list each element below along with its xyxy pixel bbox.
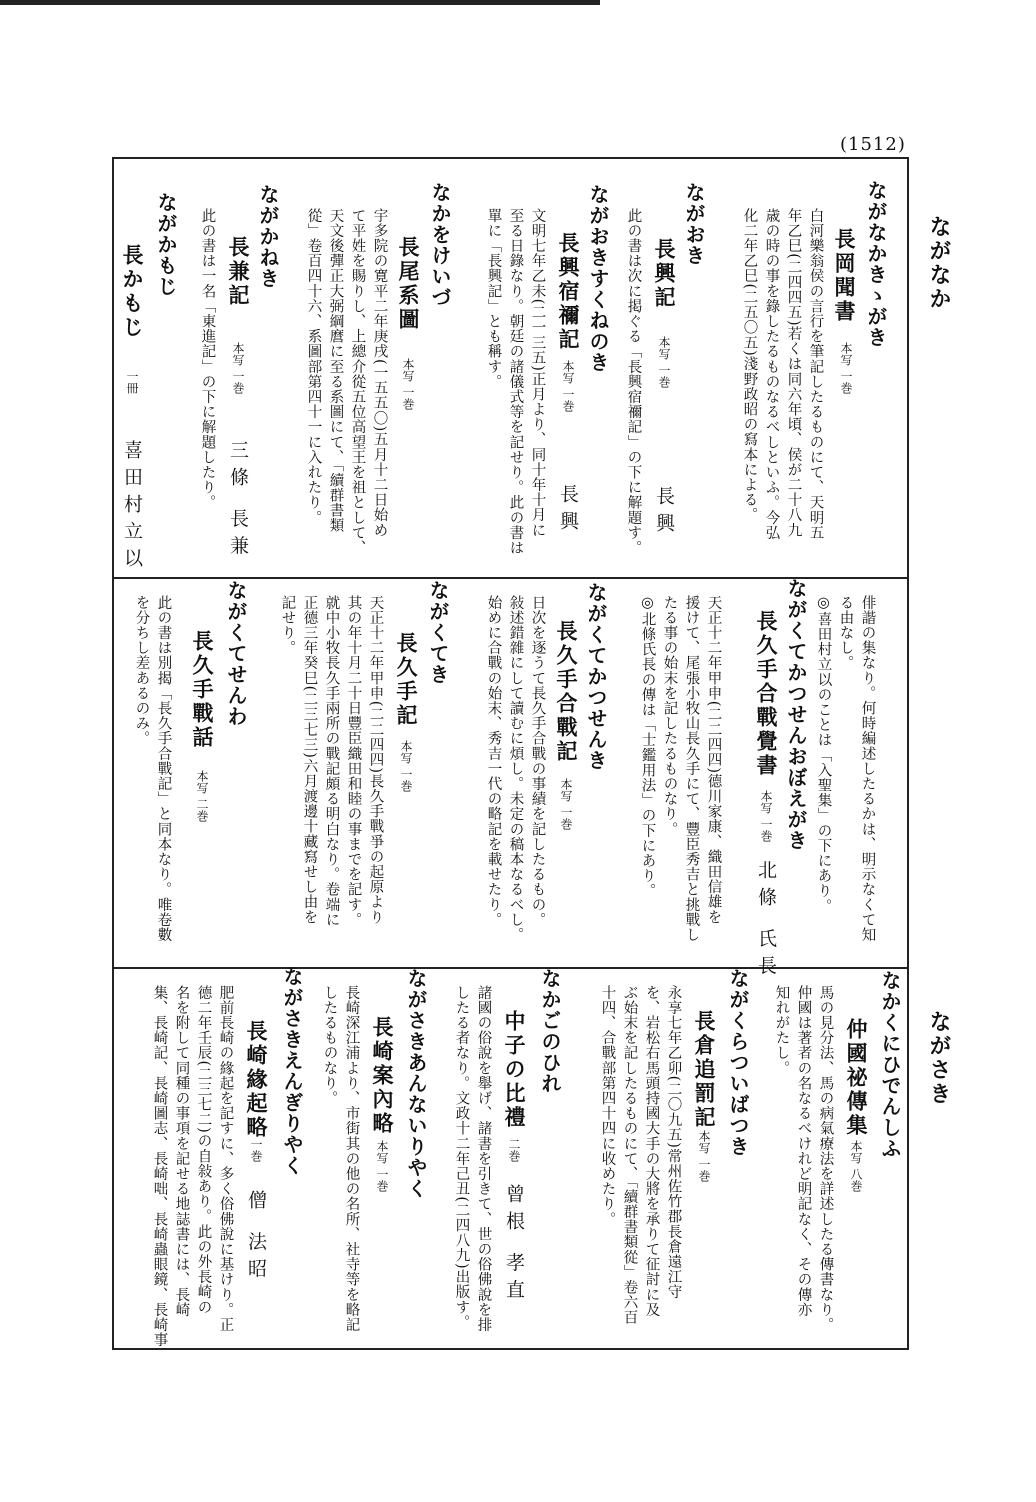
entry-meta: 一冊 [125,370,139,394]
entry-body-line: 白河樂翁侯の言行を筆記したるものにて、天明五 [807,208,824,541]
entry-title: 長崎緣起略 [244,1020,269,1140]
entry-body-line: 天正十二年甲申(二二四四)德川家康、織田信雄を [705,595,722,925]
entry-title: 長興記 [652,238,677,310]
entry-body-line: 天正十二年甲申(二二四四)長久手戰爭の起原より [367,595,384,925]
entry-title: 長尾系圖 [396,236,421,332]
entry-kana: なかをけいづ [428,182,452,308]
entry-body-line: 天文後彈正大弼綱麿に至る系圖にて、「續群書類 [327,208,344,533]
entry-meta: 本写 一巻 [559,778,573,830]
entry-author: 僧 法昭 [245,1190,267,1286]
entry-kana: ながくてかつせんおぼえがき [784,578,808,851]
entry-kana: ながなかきゝがき [864,180,888,348]
entry-title: 長久手合戰覺書 [754,610,779,778]
entry-body-line: 日次を逐うて長久手合戰の事績を記したるもの。 [529,595,546,928]
entry-body-line: 仲國は著者の名なるべけれど明記なく、その傳亦 [795,985,812,1318]
entry-body-line: 其の年十月二十日豐臣織田和睦の事までを記す。 [345,595,362,928]
entry-meta: 本写 一巻 [657,336,671,388]
entry-body-line: 此の書は別揭「長久手合戰記」と同本なり。唯卷數 [155,595,172,943]
entry-body-line: 俳諧の集なり。何時編述したるかは、明示なくて知 [859,595,876,943]
entry-title: 中子の比禮 [502,1010,527,1130]
entry-kana: ながくてき [426,580,450,685]
entry-author: 北條 氏長 [755,860,777,983]
entry-author: 喜田村立以 [121,440,143,575]
entry-author: 長興 [653,486,675,540]
entry-author: 曾根 孝直 [503,1184,525,1307]
entry-meta: 本写 一巻 [399,740,413,792]
entry-body-line: 正德三年癸巳(二三七三)六月渡邊十藏寫せし由を [301,595,318,925]
entry-body-line: 長崎深江浦より、市街其の他の名所、社寺等を略記 [343,985,360,1333]
entry-body-line: ぶ始末を記したるものにて、「續群書類從」卷六百 [621,985,638,1326]
entry-body-line: 此の書は一名「東進記」の下に解題したり。 [199,208,216,510]
entry-body-line: したるものなり。 [321,985,338,1106]
entry-meta: 本写 一巻 [697,1130,711,1182]
entry-body-line: て平姓を賜りし、上總介從五位高望王を祖として、 [349,208,366,556]
entry-body-line: 文明七年乙未(二一三五)正月より、同十年十月に [529,208,546,538]
entry-kana: ながおきすくねのき [586,184,610,373]
entry-meta: 二巻 [507,1138,521,1162]
entry-author: 三條 長兼 [227,440,249,563]
entry-title: 長興宿禰記 [556,232,581,352]
entry-body-line: 集、長崎記、長崎圖志、長崎咄、長崎蟲眼鏡、長崎事 [151,985,168,1348]
entry-body-line: 就中小牧長久手兩所の戰記頗る明白なり。卷端に [323,595,340,928]
entry-title: 長かもじ [120,244,145,340]
entry-body-line: を分ちし差あるのみ。 [133,595,150,746]
entry-meta: 本写 一巻 [561,360,575,412]
entry-body-line: 馬の見分法、馬の病氣療法を詳述したる傳書なり。 [817,985,834,1333]
entry-body-line: 至る日錄なり。朝廷の諸儀式等を記せり。此の書は [507,208,524,556]
entry-meta: 本写 二巻 [195,770,209,822]
entry-kana: なかくにひでんしふ [878,970,902,1159]
entry-meta: 本写 一巻 [839,342,853,394]
entry-body-line: 援けて、尾張小牧山長久手にて、豐臣秀吉と挑戰し [683,595,700,943]
entry-kana: ながかもじ [154,192,178,297]
entry-title: 長兼記 [226,236,251,308]
entry-kana: ながおき [682,182,706,266]
entry-body-line: 德二年壬辰(二三七二)の自敍あり。此の外長崎の [195,985,212,1315]
entry-title: 長久手記 [394,632,419,728]
entry-kana: ながくらついばつき [726,968,750,1157]
entry-body-line: 敍述錯雜にして讀むに煩し。未定の稿本なるべし。 [507,595,524,943]
entry-body-line: ◎北條氏長の傳は「士鑑用法」の下にあり。 [639,595,656,899]
side-header-bottom: ながさき [926,1010,952,1106]
entry-body-line: たる事の始末を記したるものなり。 [661,595,678,837]
entry-body-line: を、岩松右馬頭持國大手の大將を承りて征討に及 [643,985,660,1318]
entry-title: 長岡聞書 [832,228,857,324]
entry-body-line: 十四、合戰部第四十四に收めたり。 [599,985,616,1227]
band-divider-2 [114,967,907,969]
entry-title: 仲國祕傳集 [844,1018,869,1138]
entry-body-line: 知れがたし。 [773,985,790,1076]
entry-meta: 本写 八巻 [849,1140,863,1192]
entry-meta: 一巻 [249,1138,263,1162]
entry-kana: ながくてかつせんき [584,582,608,771]
top-rule [0,0,600,5]
entry-body-line: 永享七年乙卯(二〇九五)常州佐竹郡長倉遠江守 [665,985,682,1300]
entry-body-line: 歳の時の事を錄したるものなるべしといふ。今弘 [763,208,780,541]
entry-body-line: 宇多院の寛平二年庚戌(一五五〇)五月十二日始め [371,208,388,538]
entry-body-line: ◎喜田村立以のことは「入聖集」の下にあり。 [815,595,832,914]
entry-body-line: 諸國の俗說を舉げ、諸書を引きて、世の俗佛說を排 [475,985,492,1333]
entry-title: 長久手戰話 [190,630,215,750]
entry-kana: ながかねき [256,184,280,289]
entry-kana: なかごのひれ [538,968,562,1094]
entry-author: 長興 [557,484,579,538]
entry-meta: 本写 一巻 [759,790,773,842]
entry-title: 長崎案內略 [370,1016,395,1136]
entry-body-line: る由なし。 [837,595,854,671]
entry-body-line: 年乙巳(二四四五)若くは同六年頃、侯が二十八九 [785,208,802,538]
entry-kana: ながさきあんないりやく [404,968,428,1199]
entry-body-line: 始めに合戰の始末、秀吉一代の略記を載せたり。 [485,595,502,928]
entry-meta: 本写 一巻 [231,342,245,394]
side-header-top: ながなか [926,215,952,311]
entry-body-line: 記せり。 [279,595,296,656]
page-number: (1512) [840,134,906,155]
entry-kana: ながさきえんぎりやく [280,966,304,1176]
entry-body-line: したる者なり。文政十二年己丑(二四八九)出版す。 [453,985,470,1330]
entry-body-line: 單に「長興記」とも稱す。 [485,208,502,390]
entry-meta: 本写 一巻 [375,1140,389,1192]
entry-title: 長倉追罰記 [692,1010,717,1130]
entry-body-line: 化二年乙巳(二五〇五)淺野政昭の寫本による。 [741,208,758,523]
entry-body-line: 名を附して同種の事項を記せる地誌書には、長崎 [173,985,190,1318]
entry-meta: 本写 一巻 [401,358,415,410]
entry-body-line: 從」卷百四十六、系圖部第四十一に入れたり。 [305,208,322,526]
entry-body-line: 肥前長崎の緣起を記すに、多く俗佛說に基けり。正 [217,985,234,1333]
entry-title: 長久手合戰記 [554,620,579,764]
entry-kana: ながくてせんわ [224,580,248,727]
entry-body-line: 此の書は次に掲ぐる「長興宿禰記」の下に解題す。 [625,208,642,556]
